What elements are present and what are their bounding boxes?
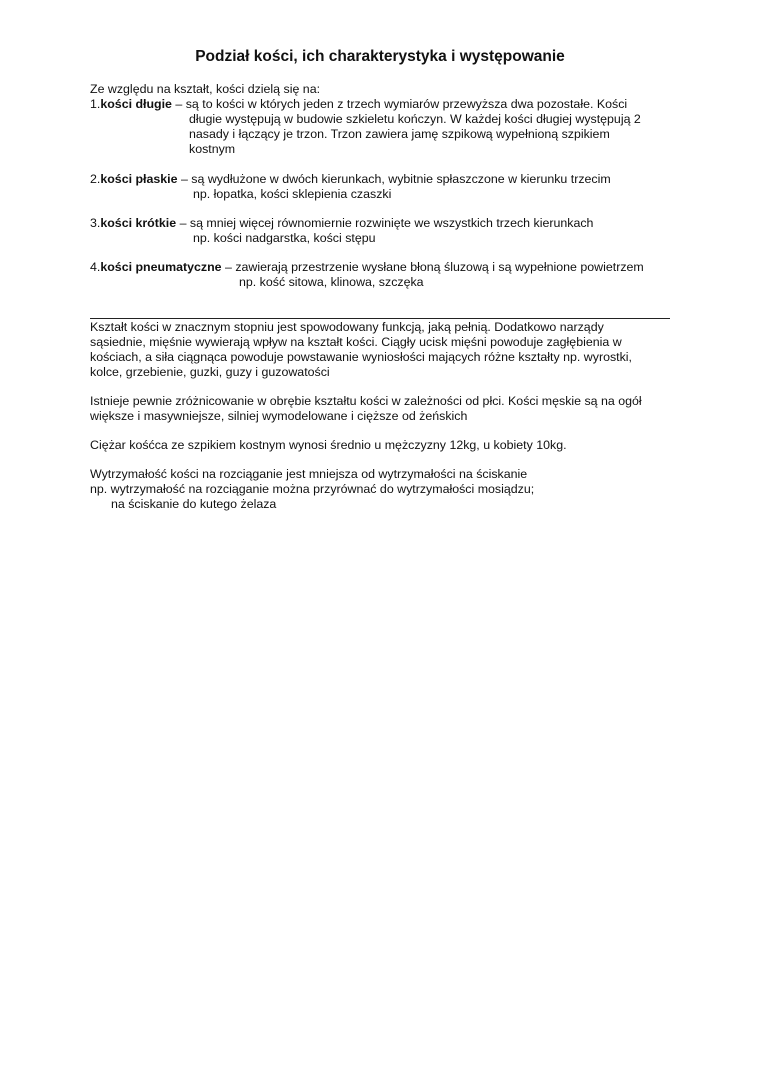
- bone-type-short: [90, 216, 593, 231]
- bone-type-definition: – zawierają przestrzenie wysłane błoną śluzową i są wypełnione powietrzem: [225, 260, 644, 274]
- paragraph-shape-function-line: sąsiednie, mięśnie wywierają wpływ na kształt kości. Ciągły ucisk mięśni powoduje zagłębienia w: [90, 335, 622, 349]
- paragraph-sex-differences-line: Istnieje pewnie zróżnicowanie w obrębie kształtu kości w zależności od płci. Kości męskie są na ogół: [90, 394, 642, 408]
- bone-type-flat: [90, 172, 611, 187]
- bone-type-definition: – są to kości w których jeden z trzech wymiarów przewyższa dwa pozostałe. Kości: [175, 97, 628, 111]
- horizontal-divider: [90, 318, 670, 319]
- bone-type-term: kości długie: [100, 97, 172, 111]
- bone-type-definition-line: kostnym: [189, 142, 236, 156]
- bone-type-long: [90, 97, 627, 112]
- bone-type-definition-line: długie występują w budowie szkieletu kończyn. W każdej kości długiej występują 2: [189, 112, 641, 126]
- document-title: Podział kości, ich charakterystyka i występowanie: [195, 48, 565, 65]
- bone-type-example: np. kości nadgarstka, kości stępu: [193, 231, 376, 245]
- bone-type-example: np. łopatka, kości sklepienia czaszki: [193, 187, 392, 201]
- bone-type-definition: – są mniej więcej równomiernie rozwinięte we wszystkich trzech kierunkach: [179, 216, 594, 230]
- bone-type-term: kości płaskie: [100, 172, 178, 186]
- paragraph-bone-strength-line: Wytrzymałość kości na rozciąganie jest mniejsza od wytrzymałości na ściskanie: [90, 467, 528, 481]
- paragraph-skeleton-weight: Ciężar kośćca ze szpikiem kostnym wynosi średnio u mężczyzny 12kg, u kobiety 10kg.: [90, 438, 567, 452]
- bone-type-number: 4.: [90, 260, 101, 274]
- bone-type-pneumatic: [90, 260, 644, 275]
- bone-type-definition: – są wydłużone w dwóch kierunkach, wybitnie spłaszczone w kierunku trzecim: [180, 172, 611, 186]
- paragraph-bone-strength-line: np. wytrzymałość na rozciąganie można przyrównać do wytrzymałości mosiądzu;: [90, 482, 535, 496]
- paragraph-shape-function-line: kolce, grzebienie, guzki, guzy i guzowatości: [90, 365, 330, 379]
- bone-type-term: kości krótkie: [100, 216, 177, 230]
- bone-type-number: 3.: [90, 216, 101, 230]
- paragraph-sex-differences-line: większe i masywniejsze, silniej wymodelowane i cięższe od żeńskich: [90, 409, 468, 423]
- intro-text: Ze względu na kształt, kości dzielą się na:: [90, 82, 321, 96]
- bone-type-number: 2.: [90, 172, 101, 186]
- paragraph-shape-function-line: Kształt kości w znacznym stopniu jest spowodowany funkcją, jaką pełnią. Dodatkowo narządy: [90, 320, 604, 334]
- bone-type-number: 1.: [90, 97, 101, 111]
- bone-type-example: np. kość sitowa, klinowa, szczęka: [239, 275, 424, 289]
- paragraph-bone-strength-line: na ściskanie do kutego żelaza: [111, 497, 277, 511]
- paragraph-shape-function-line: kościach, a siła ciągnąca powoduje powstawanie wyniosłości mających różne kształty np. wyrostki,: [90, 350, 632, 364]
- bone-type-definition-line: nasady i łączący je trzon. Trzon zawiera jamę szpikową wypełnioną szpikiem: [189, 127, 610, 141]
- bone-type-term: kości pneumatyczne: [100, 260, 222, 274]
